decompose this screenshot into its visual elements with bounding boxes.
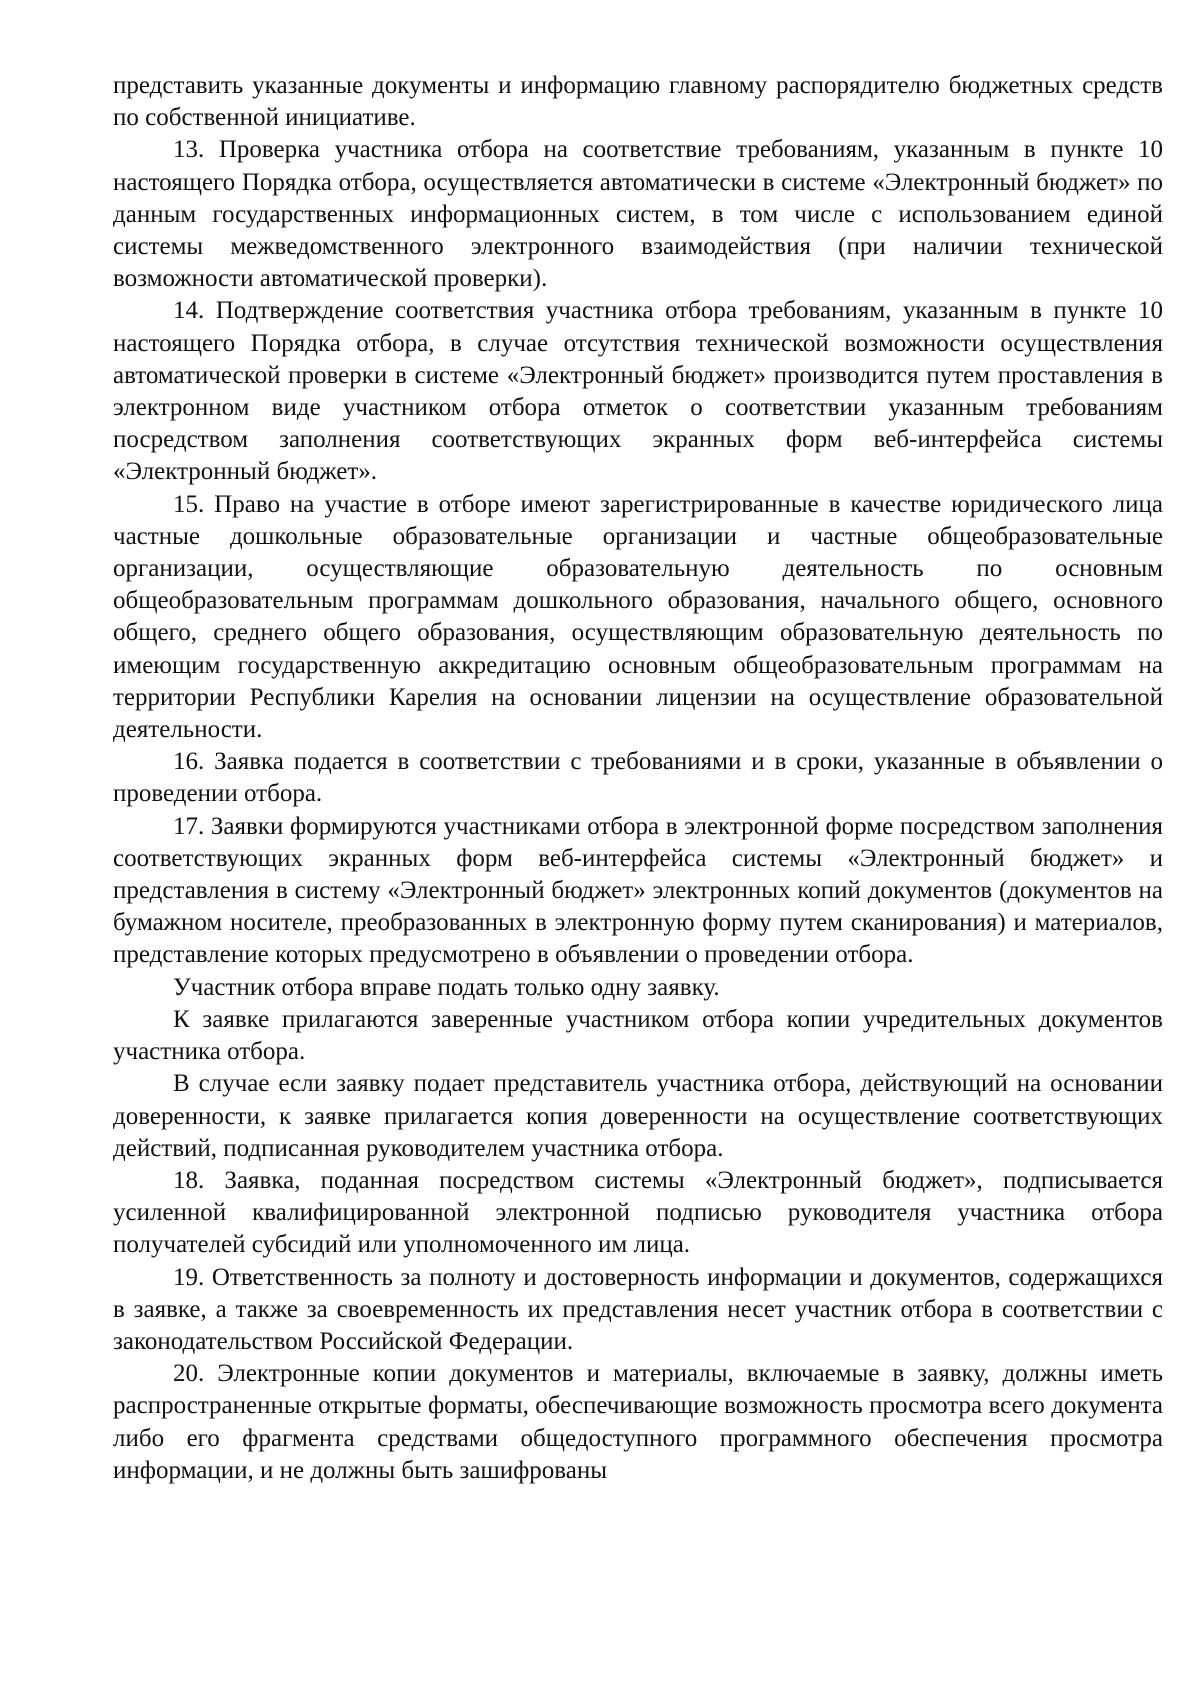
document-page: [113, 70, 1163, 1487]
paragraph-item-20: 20. Электронные копии документов и материалы, включаемые в заявку, должны иметь распространенные открытые форматы, обеспечивающие возможность просмотра всего документа либо его фрагмента средствами общедоступного программного обеспечения просмотра информации, и не должны быть зашифрованы: [113, 1360, 1163, 1484]
paragraph-single-application: Участник отбора вправе подать только одну заявку.: [173, 973, 720, 1001]
paragraph-item-17: 17. Заявки формируются участниками отбора в электронной форме посредством заполнения соответствующих экранных форм веб-интерфейса системы «Электронный бюджет» и представления в систему «Электронный бюджет» электронных копий документов (документов на бумажном носителе, преобразованных в электронную форму путем сканирования) и материалов, представление которых предусмотрено в объявлении о проведении отбора.: [113, 812, 1163, 969]
paragraph-item-19: 19. Ответственность за полноту и достоверность информации и документов, содержащихся в заявке, а также за своевременность их представления несет участник отбора в соответствии с законодательством Российской Федерации.: [113, 1263, 1163, 1355]
paragraph-continuation: представить указанные документы и информацию главному распорядителю бюджетных средств по собственной инициативе.: [113, 72, 1163, 132]
paragraph-attachments: К заявке прилагаются заверенные участником отбора копии учредительных документов участника отбора.: [113, 1005, 1163, 1066]
paragraph-item-15: 15. Право на участие в отборе имеют зарегистрированные в качестве юридического лица частные дошкольные образовательные организации и частные общеобразовательные организации, осуществляющие образовательную деятельность по основным общеобразовательным программам дошкольного образования, начального общего, основного общего, среднего общего образования, осуществляющим образовательную деятельность по имеющим государственную аккредитацию основным общеобразовательным программам на территории Республики Карелия на основании лицензии на осуществление образовательной деятельности.: [113, 490, 1163, 744]
paragraph-representative: В случае если заявку подает представитель участника отбора, действующий на основании доверенности, к заявке прилагается копия доверенности на осуществление соответствующих действий, подписанная руководителем участника отбора.: [113, 1070, 1163, 1162]
paragraph-item-18: 18. Заявка, поданная посредством системы «Электронный бюджет», подписывается усиленной квалифицированной электронной подписью руководителя участника отбора получателей субсидий или уполномоченного им лица.: [113, 1166, 1163, 1259]
paragraph-item-16: 16. Заявка подается в соответствии с требованиями и в сроки, указанные в объявлении о проведении отбора.: [113, 748, 1163, 808]
paragraph-item-13: 13. Проверка участника отбора на соответствие требованиям, указанным в пункте 10 настоящего Порядка отбора, осуществляется автоматически в системе «Электронный бюджет» по данным государственных информационных систем, в том числе с использованием единой системы межведомственного электронного взаимодействия (при наличии технической возможности автоматической проверки).: [113, 136, 1163, 293]
paragraph-item-14: 14. Подтверждение соответствия участника отбора требованиям, указанным в пункте 10 настоящего Порядка отбора, в случае отсутствия технической возможности осуществления автоматической проверки в системе «Электронный бюджет» производится путем проставления в электронном виде участником отбора отметок о соответствии указанным требованиям посредством заполнения соответствующих экранных форм веб-интерфейса системы «Электронный бюджет».: [113, 297, 1163, 486]
